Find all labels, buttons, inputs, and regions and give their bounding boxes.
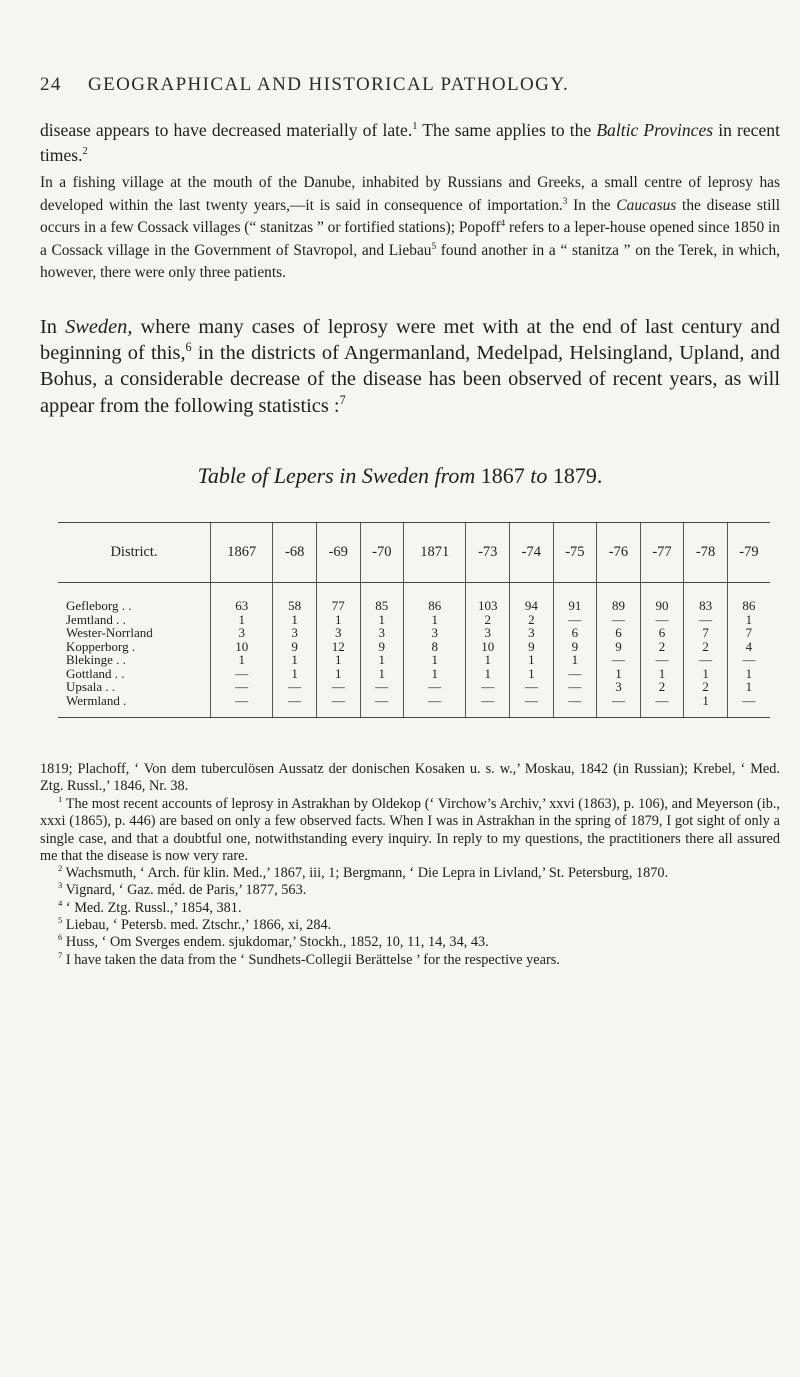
table-cell: 1 (727, 680, 770, 694)
table-cell: — (211, 680, 273, 694)
text: refers to a leper-house opened since 1850 in a Cossack village in the Government of Stavropol, and Liebau (40, 219, 781, 259)
footnote-text: The most recent accounts of leprosy in Astrakhan by Oldekop (‘ Virchow’s Archiv,’ xxvi (1863), p. 106), and Meyerson (ib., xxxi (1865), p. 446) are based on only a few observed facts. When I was in Astrakhan in the spring of 1879, I got sight of only a single case, and that a doubtful one, notwithstanding every inquiry. In reply to my questions, the practitioners there all assured me that the disease is now very rare. (40, 796, 780, 864)
table-cell: — (404, 694, 466, 718)
table-cell: 8 (404, 640, 466, 654)
table-cell: 1 (316, 667, 360, 681)
footnote-number: 7 (58, 949, 63, 960)
table-cell: 2 (684, 680, 728, 694)
table-cell: 1 (273, 667, 317, 681)
table-cell: 86 (404, 583, 466, 613)
district-name: Wermland . (58, 694, 211, 718)
footnote-number: 2 (58, 863, 63, 874)
table-cell: 1 (640, 667, 684, 681)
column-header: District. (58, 523, 211, 583)
table-cell: 7 (684, 626, 728, 640)
footnote-continuation: 1819; Plachoff, ‘ Von dem tuberculösen Aussatz der donischen Kosaken u. s. w.,’ Moskau, 1842 (in Russian); Krebel, ‘ Med. Ztg. Russl.,’ 1846, Nr. 38. (40, 761, 780, 795)
text: where many cases of leprosy were met with at the end of last century and beginning of this, (40, 316, 780, 365)
table-cell: 6 (553, 626, 597, 640)
table-cell: 6 (597, 626, 641, 640)
table-cell: — (597, 653, 641, 667)
text: in the districts of Angermanland, Medelpad, Helsingland, Upland, and Bohus, a considerable decrease of the disease has been observed of recent years, as will appear from the following statistics : (40, 342, 780, 417)
footnote-ref: 6 (185, 340, 192, 355)
table-cell: — (553, 680, 597, 694)
footnote-text: Huss, ‘ Om Sverges endem. sjukdomar,’ Stockh., 1852, 10, 11, 14, 34, 43. (65, 934, 489, 951)
running-header (40, 74, 780, 104)
table-cell: — (553, 694, 597, 718)
table-cell: 1 (466, 667, 510, 681)
table-cell: — (684, 613, 728, 627)
table-cell: — (466, 694, 510, 718)
table-cell: 1 (684, 694, 728, 718)
table-row (58, 613, 770, 627)
table-cell: 1 (727, 613, 770, 627)
table-cell: 1 (684, 667, 728, 681)
table-cell: 3 (273, 626, 317, 640)
column-header: -76 (597, 523, 641, 583)
district-name: Gefleborg . . (66, 598, 132, 613)
table-row (58, 667, 770, 681)
table-cell: 85 (360, 583, 404, 613)
footnote-ref: 7 (339, 392, 346, 407)
table-cell: 1 (404, 653, 466, 667)
emphasis: Sweden, (65, 316, 133, 338)
table-cell: 3 (211, 626, 273, 640)
emphasis: Caucasus (616, 196, 677, 214)
footnote-ref: 5 (431, 240, 437, 251)
district-name: Upsala . . (66, 679, 116, 694)
lepers-table (58, 522, 770, 718)
table-cell: 9 (360, 640, 404, 654)
table-cell: 90 (640, 583, 684, 613)
footnote (40, 934, 780, 951)
table-cell: 3 (510, 626, 554, 640)
table-row (58, 653, 770, 667)
table-cell: 9 (273, 640, 317, 654)
table-row (58, 680, 770, 694)
column-header: -69 (316, 523, 360, 583)
table-cell: 103 (466, 583, 510, 613)
table-cell: 6 (640, 626, 684, 640)
footnote-number: 5 (58, 915, 63, 926)
footnote (40, 796, 780, 865)
table-cell: 1 (404, 613, 466, 627)
table-cell: — (597, 694, 641, 718)
table-row (58, 694, 770, 718)
running-title: GEOGRAPHICAL AND HISTORICAL PATHOLOGY. (88, 74, 570, 95)
text: disease appears to have decreased materially of late. (40, 120, 413, 140)
footnote (40, 865, 780, 882)
table-cell: — (727, 694, 770, 718)
footnote (40, 917, 780, 934)
caption-text: to (530, 463, 548, 488)
table-cell: — (553, 667, 597, 681)
table-cell: 1 (727, 667, 770, 681)
table-cell: — (316, 680, 360, 694)
table-cell: 1 (316, 653, 360, 667)
text: the disease still occurs in a few Cossack villages (“ stanitzas ” or fortified stations); Popoff (40, 196, 780, 237)
table-row (58, 640, 770, 654)
table-cell: — (404, 680, 466, 694)
table-cell: 9 (553, 640, 597, 654)
caption-year-to: 1879. (552, 463, 603, 488)
table-cell: — (316, 694, 360, 718)
table-cell: 91 (553, 583, 597, 613)
text: in recent times. (40, 120, 780, 165)
table-cell: 2 (466, 613, 510, 627)
footnote-text: Vignard, ‘ Gaz. méd. de Paris,’ 1877, 563. (65, 882, 307, 899)
table-cell: 4 (727, 640, 770, 654)
text: found another in a “ stanitza ” on the Terek, in which, however, there were only three patients. (40, 241, 781, 282)
footnote-text: ‘ Med. Ztg. Russl.,’ 1854, 381. (65, 899, 242, 916)
table-cell: — (211, 667, 273, 681)
table-cell: — (510, 680, 554, 694)
table-cell: 83 (684, 583, 728, 613)
footnote-text: Wachsmuth, ‘ Arch. für klin. Med.,’ 1867, iii, 1; Bergmann, ‘ Die Lepra in Livland,’ St. Petersburg, 1870. (65, 865, 669, 882)
table-row (58, 626, 770, 640)
table-cell: — (466, 680, 510, 694)
district-name: Gottland . . (66, 665, 125, 681)
table-header-row (58, 523, 770, 583)
column-header: -75 (553, 523, 597, 583)
table-cell: 12 (316, 640, 360, 654)
column-header: -79 (727, 523, 770, 583)
column-header: -68 (273, 523, 317, 583)
table-cell: 1 (404, 667, 466, 681)
footnote-ref: 3 (562, 195, 568, 206)
footnote-number: 4 (58, 898, 63, 909)
table-cell: — (211, 694, 273, 718)
table-cell: 3 (360, 626, 404, 640)
table-cell: 7 (727, 626, 770, 640)
column-header: 1871 (404, 523, 466, 583)
table-cell: 9 (597, 640, 641, 654)
footnote-number: 6 (58, 932, 63, 943)
paragraph-3 (40, 314, 780, 419)
column-header: -77 (640, 523, 684, 583)
table-cell: 2 (640, 640, 684, 654)
footnote-text: I have taken the data from the ‘ Sundhets-Collegii Berättelse ’ for the respective years. (65, 951, 560, 968)
table-cell: 3 (404, 626, 466, 640)
district-name: Blekinge . . (66, 652, 126, 667)
table-cell: 1 (466, 653, 510, 667)
table-cell: 3 (597, 680, 641, 694)
table-cell: 3 (466, 626, 510, 640)
paragraph-2 (40, 172, 780, 285)
footnote-ref: 1 (412, 121, 418, 133)
table-cell: 1 (553, 653, 597, 667)
table-cell: 1 (360, 613, 404, 627)
table-cell: — (640, 694, 684, 718)
footnote-ref: 4 (500, 218, 506, 229)
table-cell: 1 (273, 653, 317, 667)
table-caption (0, 463, 800, 489)
district-name: Wester-Norrland (66, 625, 153, 640)
column-header: -73 (466, 523, 510, 583)
table-cell: 1 (360, 653, 404, 667)
footnote-number: 1 (58, 794, 63, 805)
footnote-number: 3 (58, 880, 63, 891)
footnote-ref: 2 (82, 146, 88, 158)
table-cell: 1 (360, 667, 404, 681)
table-cell: — (360, 680, 404, 694)
table-cell: 1 (316, 613, 360, 627)
table-cell: — (684, 653, 728, 667)
table-cell: 2 (684, 640, 728, 654)
table-cell: 1 (273, 613, 317, 627)
table-cell: 86 (727, 583, 770, 613)
table-cell: 1 (510, 667, 554, 681)
table-row (58, 583, 770, 613)
emphasis: Baltic Provinces (596, 120, 714, 140)
page-number: 24 (40, 74, 62, 95)
table-cell: — (360, 694, 404, 718)
text: In (40, 316, 66, 338)
table-cell: 63 (211, 583, 273, 613)
footnote (40, 882, 780, 899)
footnote-text: Liebau, ‘ Petersb. med. Ztschr.,’ 1866, xi, 284. (65, 917, 332, 934)
footnotes (40, 796, 780, 969)
table-cell: 2 (640, 680, 684, 694)
table-cell: 58 (273, 583, 317, 613)
table-cell: 1 (211, 613, 273, 627)
caption-text: Table of Lepers in Sweden from (197, 463, 476, 488)
column-header: -74 (510, 523, 554, 583)
footnote (40, 900, 780, 917)
table-cell: 94 (510, 583, 554, 613)
table-cell: 3 (316, 626, 360, 640)
text: In the (567, 196, 617, 214)
table-cell: — (273, 680, 317, 694)
district-name: Jemtland . . (66, 611, 126, 627)
text: In a fishing village at the mouth of the Danube, inhabited by Russians and Greeks, a small centre of leprosy has developed within the last twenty years,—it is said in consequence of importation. (40, 174, 780, 214)
table-cell: — (597, 613, 641, 627)
table-cell: — (640, 653, 684, 667)
footnote (40, 949, 780, 969)
table-cell: 10 (211, 640, 273, 654)
table-cell: 9 (510, 640, 554, 654)
table-cell: 1 (597, 667, 641, 681)
text: The same applies to the (417, 120, 597, 140)
table-cell: — (510, 694, 554, 718)
table-cell: 89 (597, 583, 641, 613)
column-header: -78 (684, 523, 728, 583)
table-cell: 1 (211, 653, 273, 667)
table-cell: 2 (510, 613, 554, 627)
district-name: Kopperborg . (66, 638, 136, 654)
column-header: -70 (360, 523, 404, 583)
table-cell: — (727, 653, 770, 667)
table-cell: — (640, 613, 684, 627)
table-cell: 10 (466, 640, 510, 654)
table-cell: 1 (510, 653, 554, 667)
caption-year-from: 1867 (480, 463, 525, 488)
table-cell: — (553, 613, 597, 627)
column-header: 1867 (211, 523, 273, 583)
paragraph-1 (40, 118, 780, 168)
table-cell: — (273, 694, 317, 718)
table-cell: 77 (316, 583, 360, 613)
